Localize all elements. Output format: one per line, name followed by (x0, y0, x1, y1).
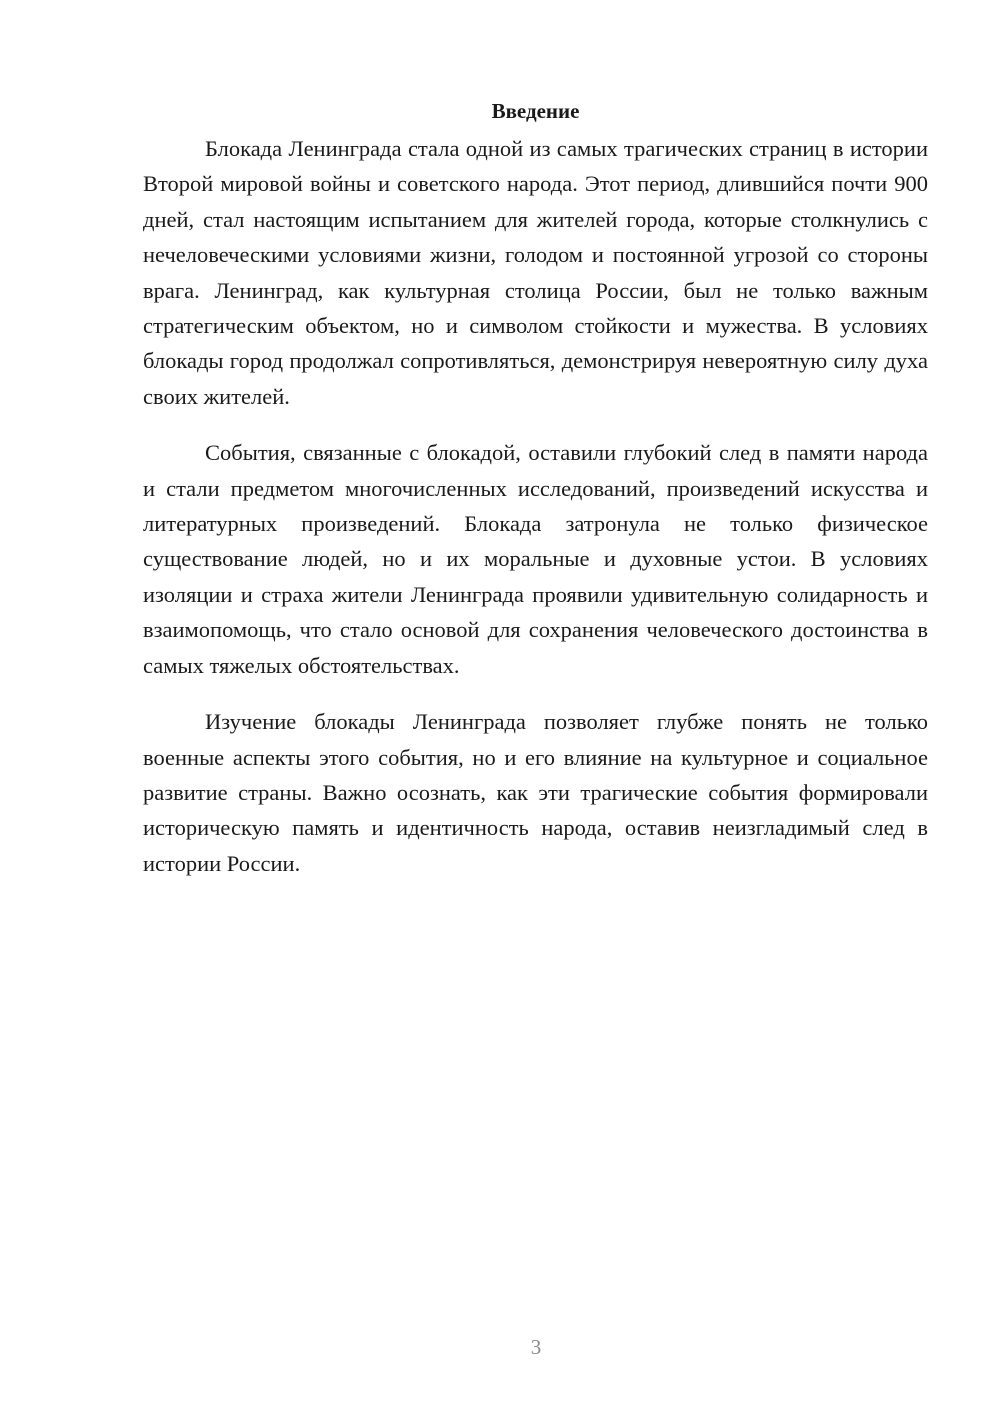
paragraph-1: Блокада Ленинграда стала одной из самых трагических страниц в истории Второй мировой войны и советского народа. Этот период, длившийся почти 900 дней, стал настоящим испытанием для жителей города, которые столкнулись с нечеловеческими условиями жизни, голодом и постоянной угрозой со стороны врага. Ленинград, как культурная столица России, был не только важным стратегическим объектом, но и символом стойкости и мужества. В условиях блокады город продолжал сопротивляться, демонстрируя невероятную силу духа своих жителей. (143, 136, 928, 409)
page-content (143, 96, 928, 902)
section-heading: Введение (491, 99, 580, 123)
paragraph-2: События, связанные с блокадой, оставили глубокий след в памяти народа и стали предметом многочисленных исследований, произведений искусства и литературных произведений. Блокада затронула не только физическое существование людей, но и их моральные и духовные устои. В условиях изоляции и страха жители Ленинграда проявили удивительную солидарность и взаимопомощь, что стало основой для сохранения человеческого достоинства в самых тяжелых обстоятельствах. (143, 440, 928, 678)
paragraph-3: Изучение блокады Ленинграда позволяет глубже понять не только военные аспекты этого события, но и его влияние на культурное и социальное развитие страны. Важно осознать, как эти трагические события формировали историческую память и идентичность народа, оставив неизгладимый след в истории России. (143, 709, 928, 876)
page-number: 3 (530, 1335, 542, 1359)
